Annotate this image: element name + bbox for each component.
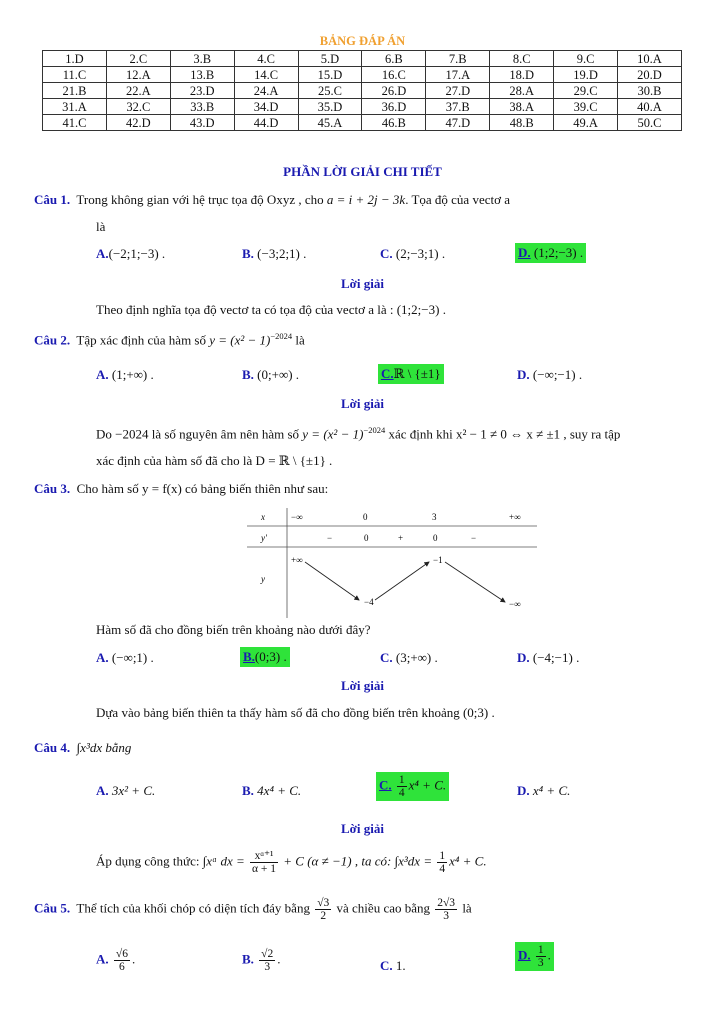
answer-key-cell: 41.C — [43, 115, 107, 131]
answer-key-cell: 24.A — [234, 83, 298, 99]
answer-key-cell: 12.A — [106, 67, 170, 83]
q1-text-a: Trong không gian với hệ trục tọa độ Oxyz , cho — [76, 192, 324, 207]
vt-arrow-up — [375, 562, 429, 600]
answer-key-cell: 34.D — [234, 99, 298, 115]
q1-stem — [34, 192, 510, 208]
vt-arrow-down-1 — [305, 562, 359, 600]
answer-key-cell: 18.D — [490, 67, 554, 83]
q4-option-b[interactable]: B. 4x⁴ + C. — [242, 783, 302, 798]
vt-y-3: −∞ — [509, 599, 521, 609]
q1-option-d-correct[interactable]: D. (1;2;−3) . — [515, 243, 586, 263]
q5-option-b[interactable]: B. $\frac{√2}{3}$ . — [242, 948, 281, 973]
answer-key-cell: 25.C — [298, 83, 362, 99]
answer-key-row — [43, 83, 682, 99]
q1-text-c: là — [96, 219, 106, 234]
answer-key-cell: 40.A — [618, 99, 682, 115]
vt-y-label: y — [261, 574, 265, 584]
answer-key-cell: 50.C — [618, 115, 682, 131]
q3-question: Hàm số đã cho đồng biến trên khoảng nào dưới đây? — [96, 622, 371, 637]
q4-text: ∫x³dx bằng — [76, 740, 132, 755]
answer-key-cell: 26.D — [362, 83, 426, 99]
q1-option-c[interactable]: C. (2;−3;1) . — [380, 246, 446, 261]
answer-key-cell: 6.B — [362, 51, 426, 67]
vt-y-2: −1 — [433, 555, 443, 565]
q5-stem: Câu 5. Thể tích của khối chóp có diện tích đáy bằng $\frac{√3}{2}$ và chiều cao bằng $\frac{2√3}{3}$ là — [34, 897, 472, 922]
answer-key-cell: 1.D — [43, 51, 107, 67]
vt-x-2: 3 — [432, 512, 437, 522]
answer-key-cell: 33.B — [170, 99, 234, 115]
q5-option-c[interactable]: C. 1. — [380, 958, 406, 973]
answer-key-cell: 30.B — [618, 83, 682, 99]
q3-option-c[interactable]: C. (3;+∞) . — [380, 650, 438, 665]
q2-label: Câu 2. — [34, 332, 71, 348]
q5-option-d-correct[interactable]: D. $\frac{1}{3}$ . — [515, 942, 554, 971]
answer-key-cell: 38.A — [490, 99, 554, 115]
q1-formula: a = i + 2j − 3k — [326, 192, 406, 207]
q3-option-a[interactable]: A. (−∞;1) . — [96, 650, 154, 665]
q3-solution: Dựa vào bảng biến thiên ta thấy hàm số đã cho đồng biến trên khoảng (0;3) . — [96, 705, 495, 720]
answer-key-cell: 8.C — [490, 51, 554, 67]
answer-key-row — [43, 115, 682, 131]
answer-key-cell: 39.C — [554, 99, 618, 115]
answer-key-cell: 27.D — [426, 83, 490, 99]
q4-solution: Áp dụng công thức: ∫xᵅ dx = $\frac{\text{xᵅ⁺¹}}{\alpha + 1}$ + C (α ≠ −1) , ta có: ∫x³dx = $\frac{1}{4}$ x⁴ + C. — [96, 850, 487, 875]
q2-option-a[interactable]: A. (1;+∞) . — [96, 367, 154, 382]
q1-option-b[interactable]: B. (−3;2;1) . — [242, 246, 307, 261]
answer-key-cell: 11.C — [43, 67, 107, 83]
answer-key-cell: 3.B — [170, 51, 234, 67]
answer-key-cell: 32.C — [106, 99, 170, 115]
q5-label: Câu 5. — [34, 900, 71, 916]
answer-key-cell: 28.A — [490, 83, 554, 99]
q2-formula: y = (x² − 1) — [209, 332, 271, 348]
answer-key-cell: 23.D — [170, 83, 234, 99]
variation-table — [247, 508, 537, 618]
q4-option-c-correct[interactable]: C. $\frac{1}{4}$ x⁴ + C. — [376, 772, 449, 801]
answer-key-cell: 46.B — [362, 115, 426, 131]
answer-key-cell: 37.B — [426, 99, 490, 115]
answer-key-cell: 48.B — [490, 115, 554, 131]
q1-solution: Theo định nghĩa tọa độ vectơ ta có tọa độ của vectơ a là : (1;2;−3) . — [96, 302, 446, 317]
vt-sign-2: + — [398, 533, 404, 543]
q2-exponent: −2024 — [270, 331, 293, 341]
answer-key-row — [43, 67, 682, 83]
q2-option-b[interactable]: B. (0;+∞) . — [242, 367, 300, 382]
answer-key-cell: 2.C — [106, 51, 170, 67]
answer-key-cell: 16.C — [362, 67, 426, 83]
q2-solution-line1: Do −2024 là số nguyên âm nên hàm số $y = (x^2 - 1)^{-2024}$ xác định khi x² − 1 ≠ 0 ⇔ x ≠ ±1 , suy ra tập — [96, 425, 621, 442]
q1-text-b: . Tọa độ của vectơ a — [405, 192, 510, 207]
vt-yp-label: y' — [261, 533, 267, 543]
vt-x-3: +∞ — [509, 512, 521, 522]
answer-key-cell: 4.C — [234, 51, 298, 67]
answer-key-cell: 35.D — [298, 99, 362, 115]
section-title: PHẦN LỜI GIẢI CHI TIẾT — [283, 164, 442, 179]
q3-text: Cho hàm số y = f(x) có bảng biến thiên như sau: — [76, 481, 329, 496]
answer-key-cell: 17.A — [426, 67, 490, 83]
q2-text-a: Tập xác định của hàm số — [76, 332, 206, 348]
vt-y-0: +∞ — [291, 555, 303, 565]
answer-key-cell: 19.D — [554, 67, 618, 83]
answer-key-cell: 14.C — [234, 67, 298, 83]
q1-option-a[interactable]: A.(−2;1;−3) . — [96, 246, 166, 261]
q3-stem — [34, 481, 328, 497]
answer-key-cell: 49.A — [554, 115, 618, 131]
answer-key-row — [43, 51, 682, 67]
answer-key-cell: 47.D — [426, 115, 490, 131]
q5-option-a[interactable]: A. $\frac{√6}{6}$ . — [96, 948, 136, 973]
vt-x-0: −∞ — [291, 512, 303, 522]
q1-solution-label: Lời giải — [341, 276, 384, 291]
q1-label: Câu 1. — [34, 192, 71, 207]
answer-key-cell: 36.D — [362, 99, 426, 115]
q2-solution-line2: xác định của hàm số đã cho là D = ℝ \ {±1} . — [96, 453, 333, 468]
answer-key-cell: 29.C — [554, 83, 618, 99]
q4-option-a[interactable]: A. 3x² + C. — [96, 783, 156, 798]
answer-key-cell: 9.C — [554, 51, 618, 67]
answer-key-cell: 20.D — [618, 67, 682, 83]
answer-key-table — [42, 50, 682, 131]
vt-sign-1: 0 — [364, 533, 369, 543]
answer-key-cell: 44.D — [234, 115, 298, 131]
vt-sign-0: − — [327, 533, 333, 543]
answer-key-cell: 5.D — [298, 51, 362, 67]
answer-key-title: BẢNG ĐÁP ÁN — [319, 34, 406, 48]
vt-sign-3: 0 — [433, 533, 438, 543]
q3-solution-label: Lời giải — [341, 678, 384, 693]
vt-sign-4: − — [471, 533, 477, 543]
q4-option-d[interactable]: D. x⁴ + C. — [517, 783, 571, 798]
q3-option-d[interactable]: D. (−4;−1) . — [517, 650, 580, 665]
q4-solution-label: Lời giải — [341, 821, 384, 836]
answer-key-cell: 42.D — [106, 115, 170, 131]
answer-key-cell: 13.B — [170, 67, 234, 83]
vt-x-1: 0 — [363, 512, 368, 522]
q2-text-b: là — [295, 332, 305, 348]
answer-key-cell: 22.A — [106, 83, 170, 99]
q3-option-b-correct[interactable]: B.(0;3) . — [240, 647, 290, 667]
answer-key-cell: 21.B — [43, 83, 107, 99]
answer-key-cell: 31.A — [43, 99, 107, 115]
q2-stem — [34, 331, 305, 348]
answer-key-cell: 15.D — [298, 67, 362, 83]
q3-label: Câu 3. — [34, 481, 71, 496]
q2-option-c-correct[interactable]: C.ℝ \ {±1} — [378, 364, 444, 384]
answer-key-cell: 43.D — [170, 115, 234, 131]
answer-key-cell: 45.A — [298, 115, 362, 131]
q2-solution-label: Lời giải — [341, 396, 384, 411]
q4-label: Câu 4. — [34, 740, 71, 755]
q2-option-d[interactable]: D. (−∞;−1) . — [517, 367, 583, 382]
vt-y-1: −4 — [364, 597, 374, 607]
vt-arrow-down-2 — [445, 562, 505, 602]
q4-stem — [34, 740, 131, 756]
answer-key-cell: 10.A — [618, 51, 682, 67]
answer-key-row — [43, 99, 682, 115]
vt-x-label: x — [261, 512, 265, 522]
answer-key-cell: 7.B — [426, 51, 490, 67]
